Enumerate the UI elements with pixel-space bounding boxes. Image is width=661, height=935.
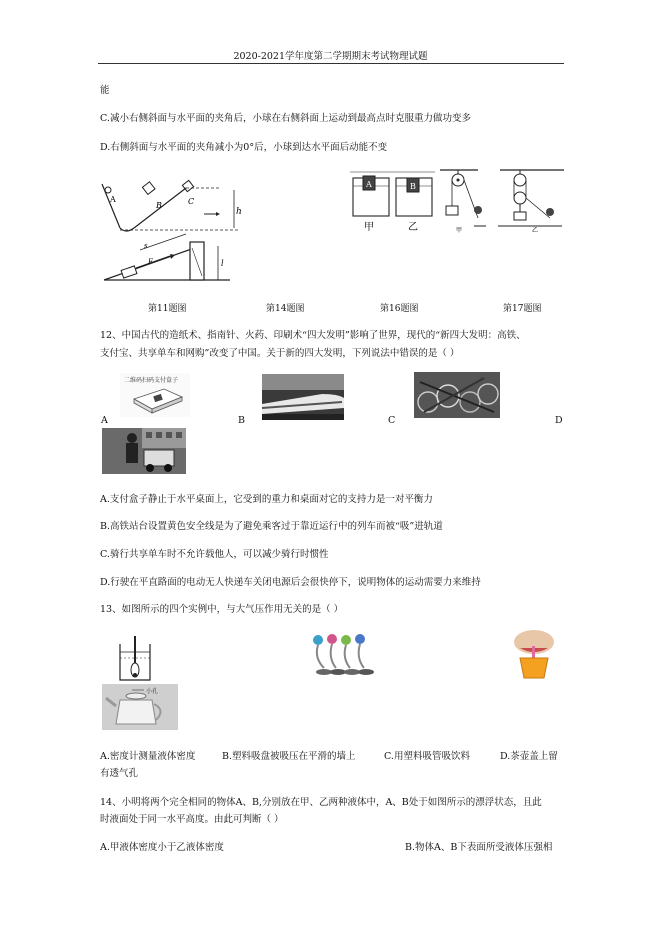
q12-option-d: D.行驶在平直路面的电动无人快递车关闭电源后会很快停下，说明物体的运动需要力来维持 bbox=[100, 577, 481, 588]
fig11-label-f: F bbox=[148, 258, 153, 266]
caption-fig16: 第16题图 bbox=[380, 304, 419, 314]
q11-option-d: D.右侧斜面与水平面的夹角减小为0°后，小球到达水平面后动能不变 bbox=[100, 142, 388, 153]
q13-image-straw-drinking bbox=[508, 632, 560, 680]
q12-image-pay-box bbox=[120, 373, 190, 417]
q12-stem-line2: 支付宝、共享单车和网购”改变了中国。关于新的四大发明，下列说法中错误的是（ ） bbox=[100, 348, 460, 359]
fig11-label-h: h bbox=[236, 207, 242, 217]
q13-image-teapot-label: 小孔 bbox=[146, 688, 159, 695]
q13-option-d-continued: 有透气孔 bbox=[100, 768, 139, 779]
q12-image-pay-box-label: 二维码扫码支付盒子 bbox=[124, 377, 179, 384]
q12-option-a: A.支付盒子静止于水平桌面上，它受到的重力和桌面对它的支持力是一对平衡力 bbox=[100, 494, 433, 505]
q13-option-b: B.塑料吸盘被吸压在平滑的墙上 bbox=[222, 751, 356, 762]
caption-fig17: 第17题图 bbox=[503, 304, 542, 314]
q13-option-d: D.茶壶盖上留 bbox=[500, 751, 558, 762]
q12-image-label-a: A bbox=[101, 415, 108, 426]
q12-image-label-d: D bbox=[555, 415, 563, 426]
fig14-diagram bbox=[350, 172, 435, 232]
q14-option-a: A.甲液体密度小于乙液体密度 bbox=[100, 842, 224, 853]
fig14-label-yi: 乙 bbox=[408, 222, 418, 233]
fig11-label-c: C bbox=[188, 197, 195, 206]
fig14-label-a: A bbox=[366, 180, 372, 189]
q13-image-suction-cups bbox=[304, 632, 376, 678]
fig11-label-a: A bbox=[110, 195, 116, 204]
caption-fig14: 第14题图 bbox=[266, 304, 305, 314]
q12-option-c: C.骑行共享单车时不允许载他人，可以减少骑行时惯性 bbox=[100, 549, 329, 560]
page-header-title: 2020-2021学年度第二学期期末考试物理试题 bbox=[233, 51, 428, 62]
q14-option-b: B.物体A、B下表面所受液体压强相 bbox=[405, 842, 553, 853]
fig14-label-jia: 甲 bbox=[364, 222, 374, 233]
q14-stem-line2: 时液面处于同一水平高度。由此可判断（ ） bbox=[100, 814, 284, 825]
q13-stem: 13、如图所示的四个实例中，与大气压作用无关的是（ ） bbox=[100, 604, 344, 615]
fig11-label-s: s bbox=[144, 242, 148, 250]
fig17-label-yi: 乙 bbox=[532, 227, 539, 234]
q13-image-hydrometer bbox=[118, 636, 152, 682]
q12-image-label-b: B bbox=[238, 415, 245, 426]
q12-image-delivery-vehicle bbox=[102, 428, 186, 474]
caption-fig11: 第11题图 bbox=[148, 304, 187, 314]
fig17-pulley-diagram bbox=[438, 166, 568, 234]
q11-continuation: 能 bbox=[100, 85, 110, 96]
q13-option-c: C.用塑料吸管吸饮料 bbox=[384, 751, 470, 762]
fig11-label-l: l bbox=[221, 259, 224, 268]
q11-option-c: C.减小右侧斜面与水平面的夹角后，小球在右侧斜面上运动到最高点时克服重力做功变多 bbox=[100, 113, 471, 124]
q12-stem-line1: 12、中国古代的造纸术、指南针、火药、印刷术“四大发明”影响了世界，现代的“新四大发明：高铁、 bbox=[100, 330, 526, 341]
q12-image-label-c: C bbox=[388, 415, 396, 426]
fig17-label-jia: 甲 bbox=[456, 227, 463, 234]
fig11-diagram bbox=[100, 172, 250, 290]
q13-option-a: A.密度计测量液体密度 bbox=[100, 751, 196, 762]
q13-image-teapot bbox=[102, 684, 178, 730]
header-rule bbox=[98, 63, 564, 64]
q14-stem-line1: 14、小明将两个完全相同的物体A、B,分别放在甲、乙两种液体中，A、B处于如图所示的漂浮状态，且此 bbox=[100, 797, 542, 808]
fig11-label-b: B bbox=[156, 201, 162, 210]
q12-option-b: B.高铁站台设置黄色安全线是为了避免乘客过于靠近运行中的列车而被“吸”进轨道 bbox=[100, 521, 443, 532]
fig14-label-b: B bbox=[410, 182, 416, 191]
q12-image-high-speed-rail bbox=[262, 374, 344, 420]
q12-image-shared-bikes bbox=[414, 372, 500, 418]
